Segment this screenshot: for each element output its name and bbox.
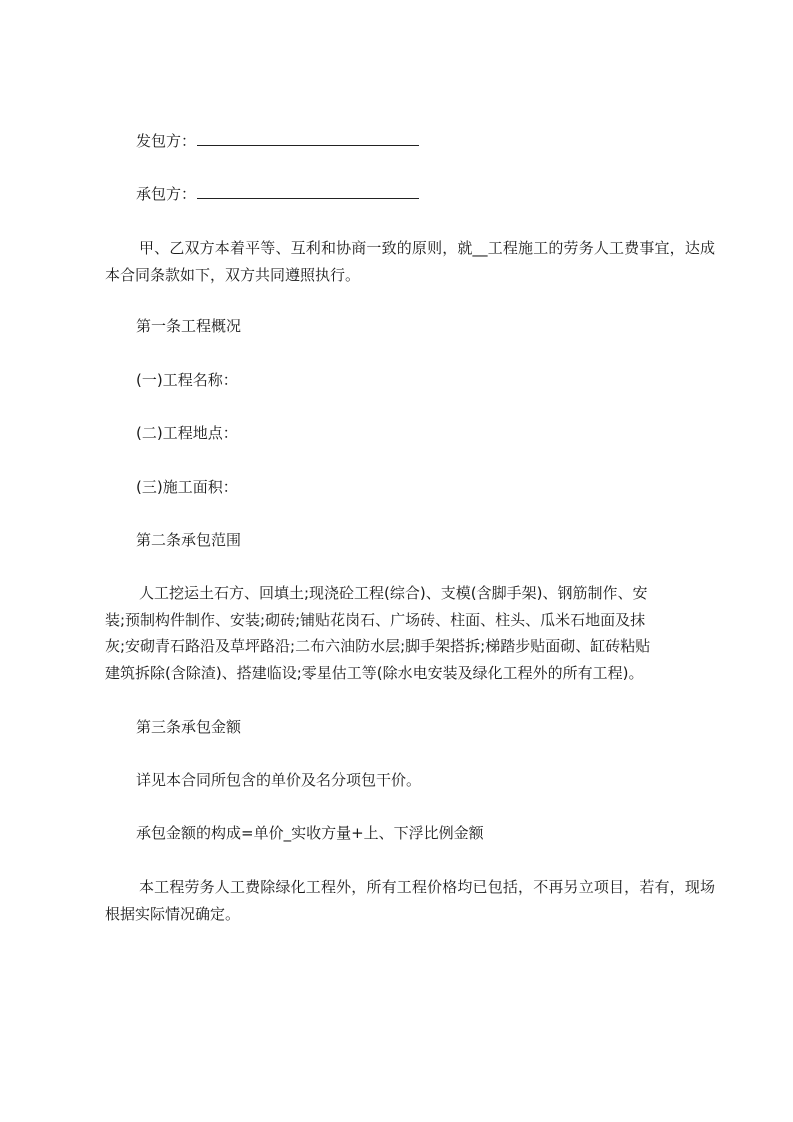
party-a-blank xyxy=(197,133,419,146)
amount-note-paragraph xyxy=(105,874,715,927)
party-b-blank xyxy=(197,186,419,199)
article1-title: 第一条工程概况 xyxy=(136,317,242,335)
amount-note-text: 本工程劳务人工费除绿化工程外，所有工程价格均已包括，不再另立项目，若有，现场根据实际情况确定。 xyxy=(105,878,715,923)
project-name-item: (一)工程名称： xyxy=(136,371,238,389)
construction-area-item: (三)施工面积： xyxy=(136,478,238,496)
party-b-label: 承包方： xyxy=(136,185,197,203)
scope-line-2: 装;预制构件制作、安装;砌砖;铺贴花岗石、广场砖、柱面、柱头、瓜米石地面及抹 xyxy=(105,611,646,629)
intro-text: 甲、乙双方本着平等、互利和协商一致的原则，就__工程施工的劳务人工费事宜，达成本合同条款如下，双方共同遵照执行。 xyxy=(105,239,715,284)
project-location-item: (二)工程地点： xyxy=(136,424,238,442)
amount-line-2: 承包金额的构成=单价_实收方量+上、下浮比例金额 xyxy=(136,824,484,842)
party-b-line xyxy=(105,181,746,208)
article2-title: 第二条承包范围 xyxy=(136,531,242,549)
amount-line-1: 详见本合同所包含的单价及名分项包干价。 xyxy=(136,771,422,789)
scope-line-4: 建筑拆除(含除渣)、搭建临设;零星估工等(除水电安装及绿化工程外的所有工程)。 xyxy=(105,664,644,682)
intro-paragraph xyxy=(105,235,715,288)
scope-line-1: 人工挖运土石方、回填土;现浇砼工程(综合)、支模(含脚手架)、钢筋制作、安 xyxy=(139,584,648,602)
scope-line-3: 灰;安砌青石路沿及草坪路沿;二布六油防水层;脚手架搭拆;梯踏步贴面砌、缸砖粘贴 xyxy=(105,637,651,655)
party-a-label: 发包方： xyxy=(136,132,197,150)
party-a-line xyxy=(105,128,746,155)
article3-title: 第三条承包金额 xyxy=(136,718,242,736)
